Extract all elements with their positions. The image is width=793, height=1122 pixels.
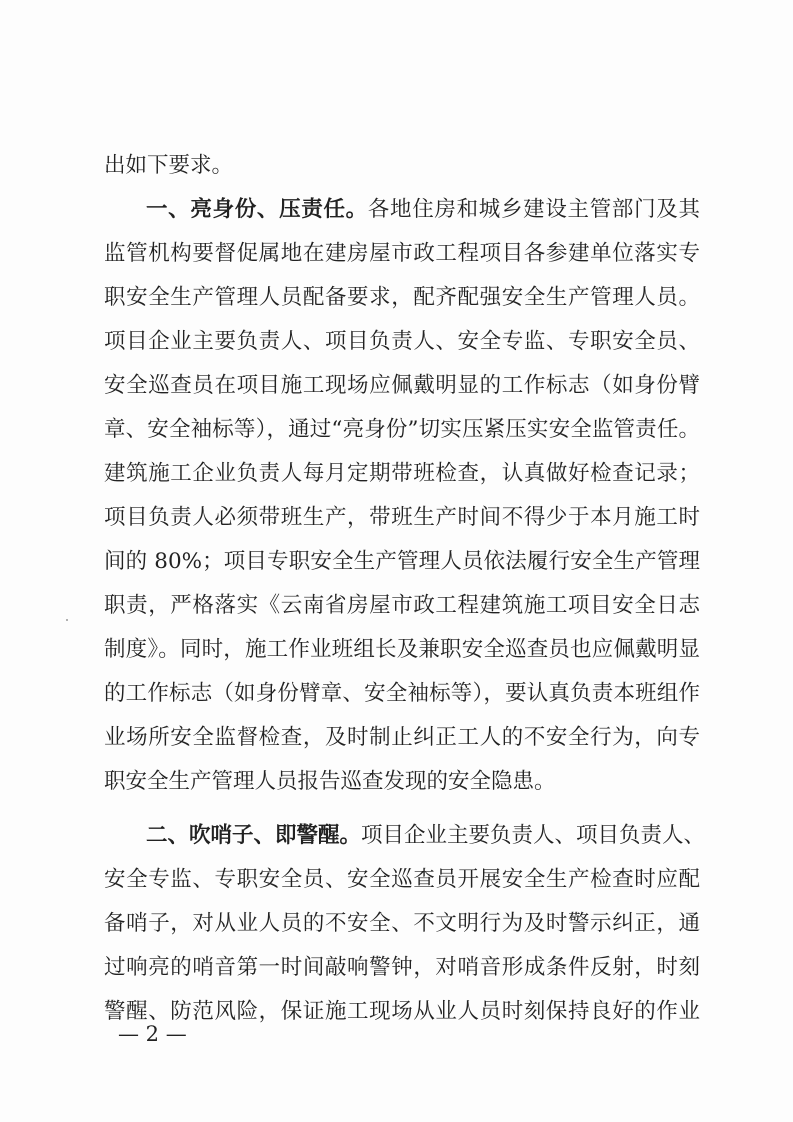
text-span: 项目企业主要负责人、项目负责人、 xyxy=(361,823,706,848)
scan-speck xyxy=(66,619,68,621)
section-heading-1: 一、亮身份、压责任。 xyxy=(146,197,368,222)
text-line: 监管机构要督促属地在建房屋市政工程项目各参建单位落实专 xyxy=(104,241,700,266)
paragraph-2-first-line xyxy=(146,818,706,854)
text-line: 项目企业主要负责人、项目负责人、安全专监、专职安全员、 xyxy=(104,329,700,354)
text-line: 项目负责人必须带班生产，带班生产时间不得少于本月施工时 xyxy=(104,505,700,530)
text-line: 职安全生产管理人员报告巡查发现的安全隐患。 xyxy=(104,769,556,794)
page-number: — 2 — xyxy=(118,1022,187,1046)
text-line: 备哨子，对从业人员的不安全、不文明行为及时警示纠正，通 xyxy=(104,911,700,936)
text-line: 安全专监、专职安全员、安全巡查员开展安全生产检查时应配 xyxy=(104,867,700,892)
text-line: 安全巡查员在项目施工现场应佩戴明显的工作标志（如身份臂 xyxy=(104,373,700,398)
text-line: 建筑施工企业负责人每月定期带班检查，认真做好检查记录； xyxy=(104,461,700,486)
text-line: 过响亮的哨音第一时间敲响警钟，对哨音形成条件反射，时刻 xyxy=(104,955,700,980)
section-heading-2: 二、吹哨子、即警醒。 xyxy=(146,823,362,848)
text-line: 章、安全袖标等），通过“亮身份”切实压紧压实安全监管责任。 xyxy=(104,417,700,442)
text-span: 各地住房和城乡建设主管部门及其 xyxy=(367,197,700,222)
text-line: 的工作标志（如身份臂章、安全袖标等），要认真负责本班组作 xyxy=(104,681,700,706)
text-line: 警醒、防范风险，保证施工现场从业人员时刻保持良好的作业 xyxy=(104,999,700,1024)
text-line: 制度》。同时，施工作业班组长及兼职安全巡查员也应佩戴明显 xyxy=(104,637,700,662)
text-line: 职安全生产管理人员配备要求，配齐配强安全生产管理人员。 xyxy=(104,285,700,310)
text-span: 出如下要求。 xyxy=(104,153,234,178)
text-line xyxy=(104,148,700,184)
paragraph-1-first-line xyxy=(146,192,700,228)
text-line: 职责，严格落实《云南省房屋市政工程建筑施工项目安全日志 xyxy=(104,593,700,618)
text-line: 间的 80%；项目专职安全生产管理人员依法履行安全生产管理 xyxy=(104,549,700,574)
text-line: 业场所安全监督检查，及时制止纠正工人的不安全行为，向专 xyxy=(104,725,700,750)
